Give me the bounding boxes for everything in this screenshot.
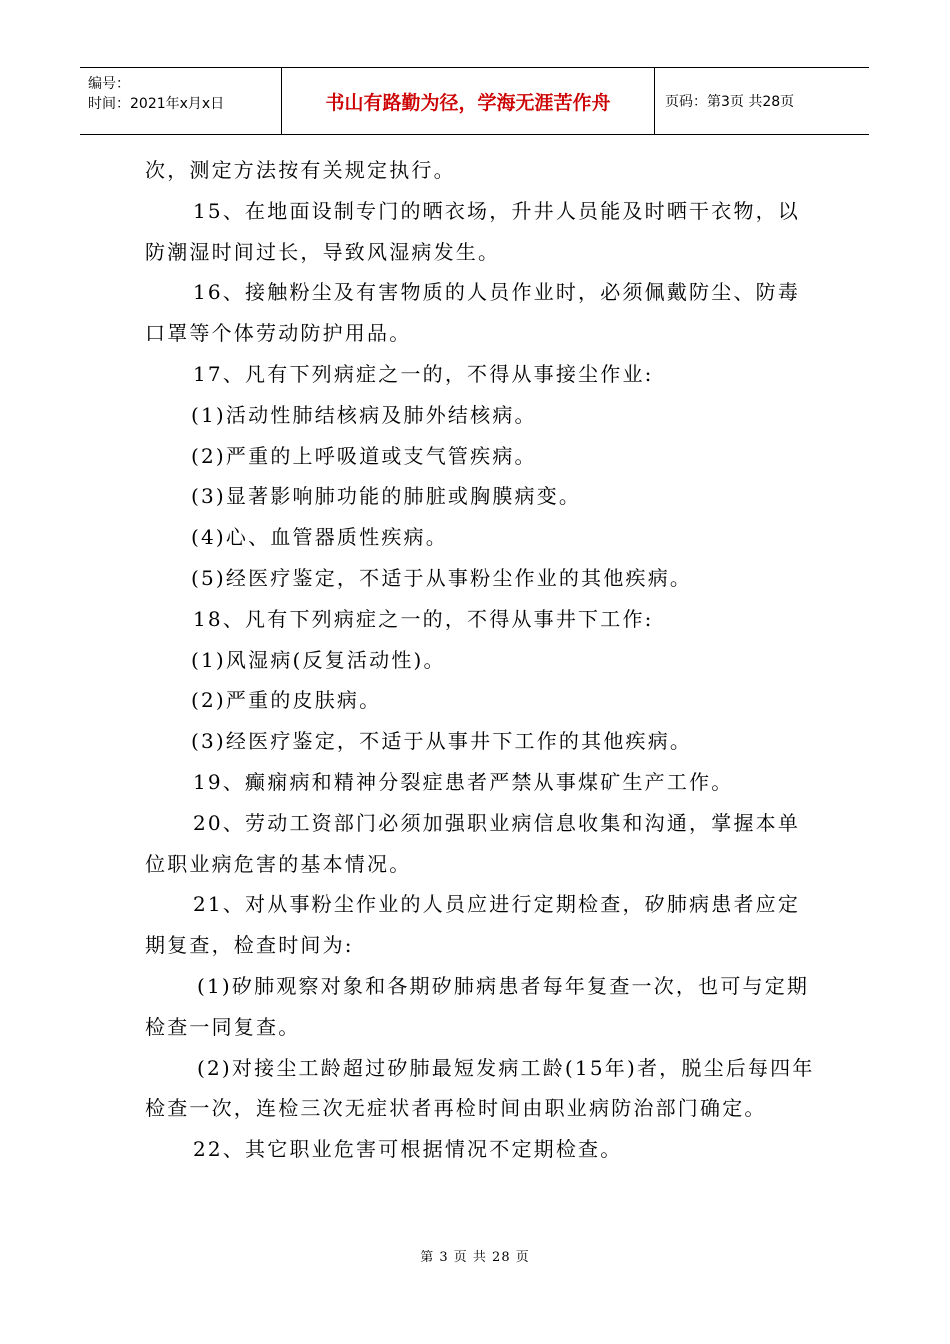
document-date: 时间：2021年x月x日: [88, 96, 225, 112]
list-item: (2)对接尘工龄超过矽肺最短发病工龄(15年)者，脱尘后每四年检查一次，连检三次无症状者再检时间由职业病防治部门确定。: [145, 1055, 815, 1121]
list-item: (3)显著影响肺功能的肺脏或胸膜病变。: [191, 484, 582, 509]
document-body: [145, 150, 815, 1170]
paragraph: 21、对从事粉尘作业的人员应进行定期检查，矽肺病患者应定期复查，检查时间为:: [145, 892, 801, 958]
page-header: [80, 67, 869, 135]
paragraph: 18、凡有下列病症之一的，不得从事井下工作:: [193, 606, 654, 631]
header-page-info: 页码：第3页 共28页: [665, 94, 795, 110]
list-item: (1)风湿病(反复活动性)。: [191, 647, 446, 672]
header-meta: [80, 68, 282, 134]
list-item: (3)经医疗鉴定，不适于从事井下工作的其他疾病。: [191, 729, 693, 754]
list-item: (1)矽肺观察对象和各期矽肺病患者每年复查一次，也可与定期检查一同复查。: [145, 973, 810, 1039]
paragraph: 22、其它职业危害可根据情况不定期检查。: [193, 1137, 623, 1162]
list-item: (2)严重的上呼吸道或支气管疾病。: [191, 443, 537, 468]
paragraph: 17、凡有下列病症之一的，不得从事接尘作业:: [193, 361, 654, 386]
list-item: (5)经医疗鉴定，不适于从事粉尘作业的其他疾病。: [191, 565, 693, 590]
list-item: (1)活动性肺结核病及肺外结核病。: [191, 402, 537, 427]
list-item: (2)严重的皮肤病。: [191, 688, 382, 713]
paragraph: 16、接触粉尘及有害物质的人员作业时，必须佩戴防尘、防毒口罩等个体劳动防护用品。: [145, 280, 801, 346]
header-motto: 书山有路勤为径，学海无涯苦作舟: [282, 68, 655, 134]
paragraph: 19、癫痫病和精神分裂症患者严禁从事煤矿生产工作。: [193, 769, 734, 794]
paragraph: 20、劳动工资部门必须加强职业病信息收集和沟通，掌握本单位职业病危害的基本情况。: [145, 810, 801, 876]
document-number-label: 编号：: [88, 76, 130, 92]
list-item: (4)心、血管器质性疾病。: [191, 525, 448, 550]
paragraph: 次，测定方法按有关规定执行。: [145, 158, 456, 182]
paragraph: 15、在地面设制专门的晒衣场，升井人员能及时晒干衣物，以防潮湿时间过长，导致风湿病发生。: [145, 198, 801, 264]
page-footer: 第 3 页 共 28 页: [420, 1250, 530, 1265]
